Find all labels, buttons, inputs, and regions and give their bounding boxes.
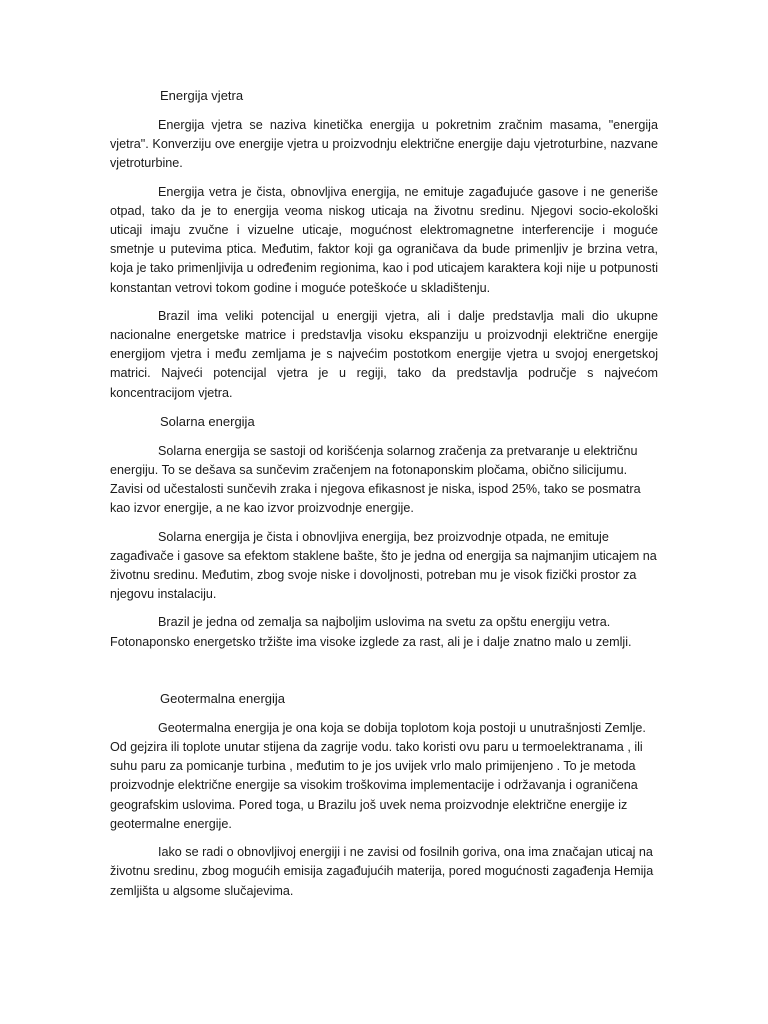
paragraph-wind-2: Energija vetra je čista, obnovljiva energija, ne emituje zagađujuće gasove i ne generiše otpad, tako da je to energija veoma niskog uticaja na životnu sredinu. Njegovi socio-ekološki uticaji imaju zvučne i vizuelne uticaje, mogućnost elektromagnetne interferencije i moguće smetnje u putevima ptica. Međutim, faktor koji ga ograničava da bude primenljiv je brzina vetra, koja je tako primenljivija u određenim regionima, kao i pod uticajem karaktera koji nije u potpunosti konstantan vetrovi tokom godine i moguće poteškoće u skladištenju.	[110, 184, 658, 295]
document-page	[110, 86, 658, 910]
paragraph-solar-1: Solarna energija se sastoji od korišćenja solarnog zračenja za pretvaranje u električnu energiju. To se dešava sa sunčevim zračenjem na fotonaponskim pločama, obično silicijumu. Zavisi od učestalosti sunčevih zraka i njegova efikasnost je niska, ispod 25%, tako se posmatra kao izvor energije, a ne kao izvor proizvodnje energije.	[110, 443, 641, 516]
section-heading-geothermal: Geotermalna energija	[160, 690, 286, 706]
paragraph-wind-1: Energija vjetra se naziva kinetička energija u pokretnim zračnim masama, "energija vjetra". Konverziju ove energije vjetra u proizvodnju električne energije daju vjetroturbine, nazvane vjetroturbine.	[110, 118, 658, 171]
section-heading-solar: Solarna energija	[160, 413, 255, 429]
paragraph-solar-2: Solarna energija je čista i obnovljiva energija, bez proizvodnje otpada, ne emituje zagađivače i gasove sa efektom staklene bašte, što je jedna od energija sa najmanjim uticajem na životnu sredinu. Međutim, zbog svoje niske i dovoljnosti, potreban mu je visok fizički prostor za njegovu instalaciju.	[110, 529, 657, 602]
paragraph-geothermal-1: Geotermalna energija je ona koja se dobija toplotom koja postoji u unutrašnjosti Zemlje. Od gejzira ili toplote unutar stijena da zagrije vodu. tako koristi ovu paru u termoelektranama , ili suhu paru za pomicanje turbina , međutim to je jos uvijek vrlo malo primijenjeno . To je metoda proizvodnje električne energije sa visokim troškovima implementacije i održavanja i ograničena geografskim uslovima. Pored toga, u Brazilu još uvek nema proizvodnje električne energije iz geotermalne energije.	[110, 720, 646, 831]
section-spacer	[110, 661, 658, 689]
section-heading-wind: Energija vjetra	[160, 88, 244, 103]
paragraph-wind-3: Brazil ima veliki potencijal u energiji vjetra, ali i dalje predstavlja mali dio ukupne nacionalne energetske matrice i predstavlja visoku ekspanziju u proizvodnji električne energije energijom vjetra i među zemljama je s najvećim postotkom energije vjetra u svojoj energetskoj matrici. Najveći potencijal vjetra je u regiji, tako da predstavlja područje s najvećom koncentracijom vjetra.	[110, 308, 658, 400]
paragraph-geothermal-2: Iako se radi o obnovljivoj energiji i ne zavisi od fosilnih goriva, ona ima značajan uticaj na životnu sredinu, zbog mogućih emisija zagađujućih materija, pored mogućnosti zagađenja Hemija zemljišta u algsome slučajevima.	[110, 845, 654, 898]
paragraph-solar-3: Brazil je jedna od zemalja sa najboljim uslovima na svetu za opštu energiju vetra. Fotonaponsko energetsko tržište ima visoke izglede za rast, ali je i dalje znatno malo u zemlji.	[110, 615, 632, 649]
